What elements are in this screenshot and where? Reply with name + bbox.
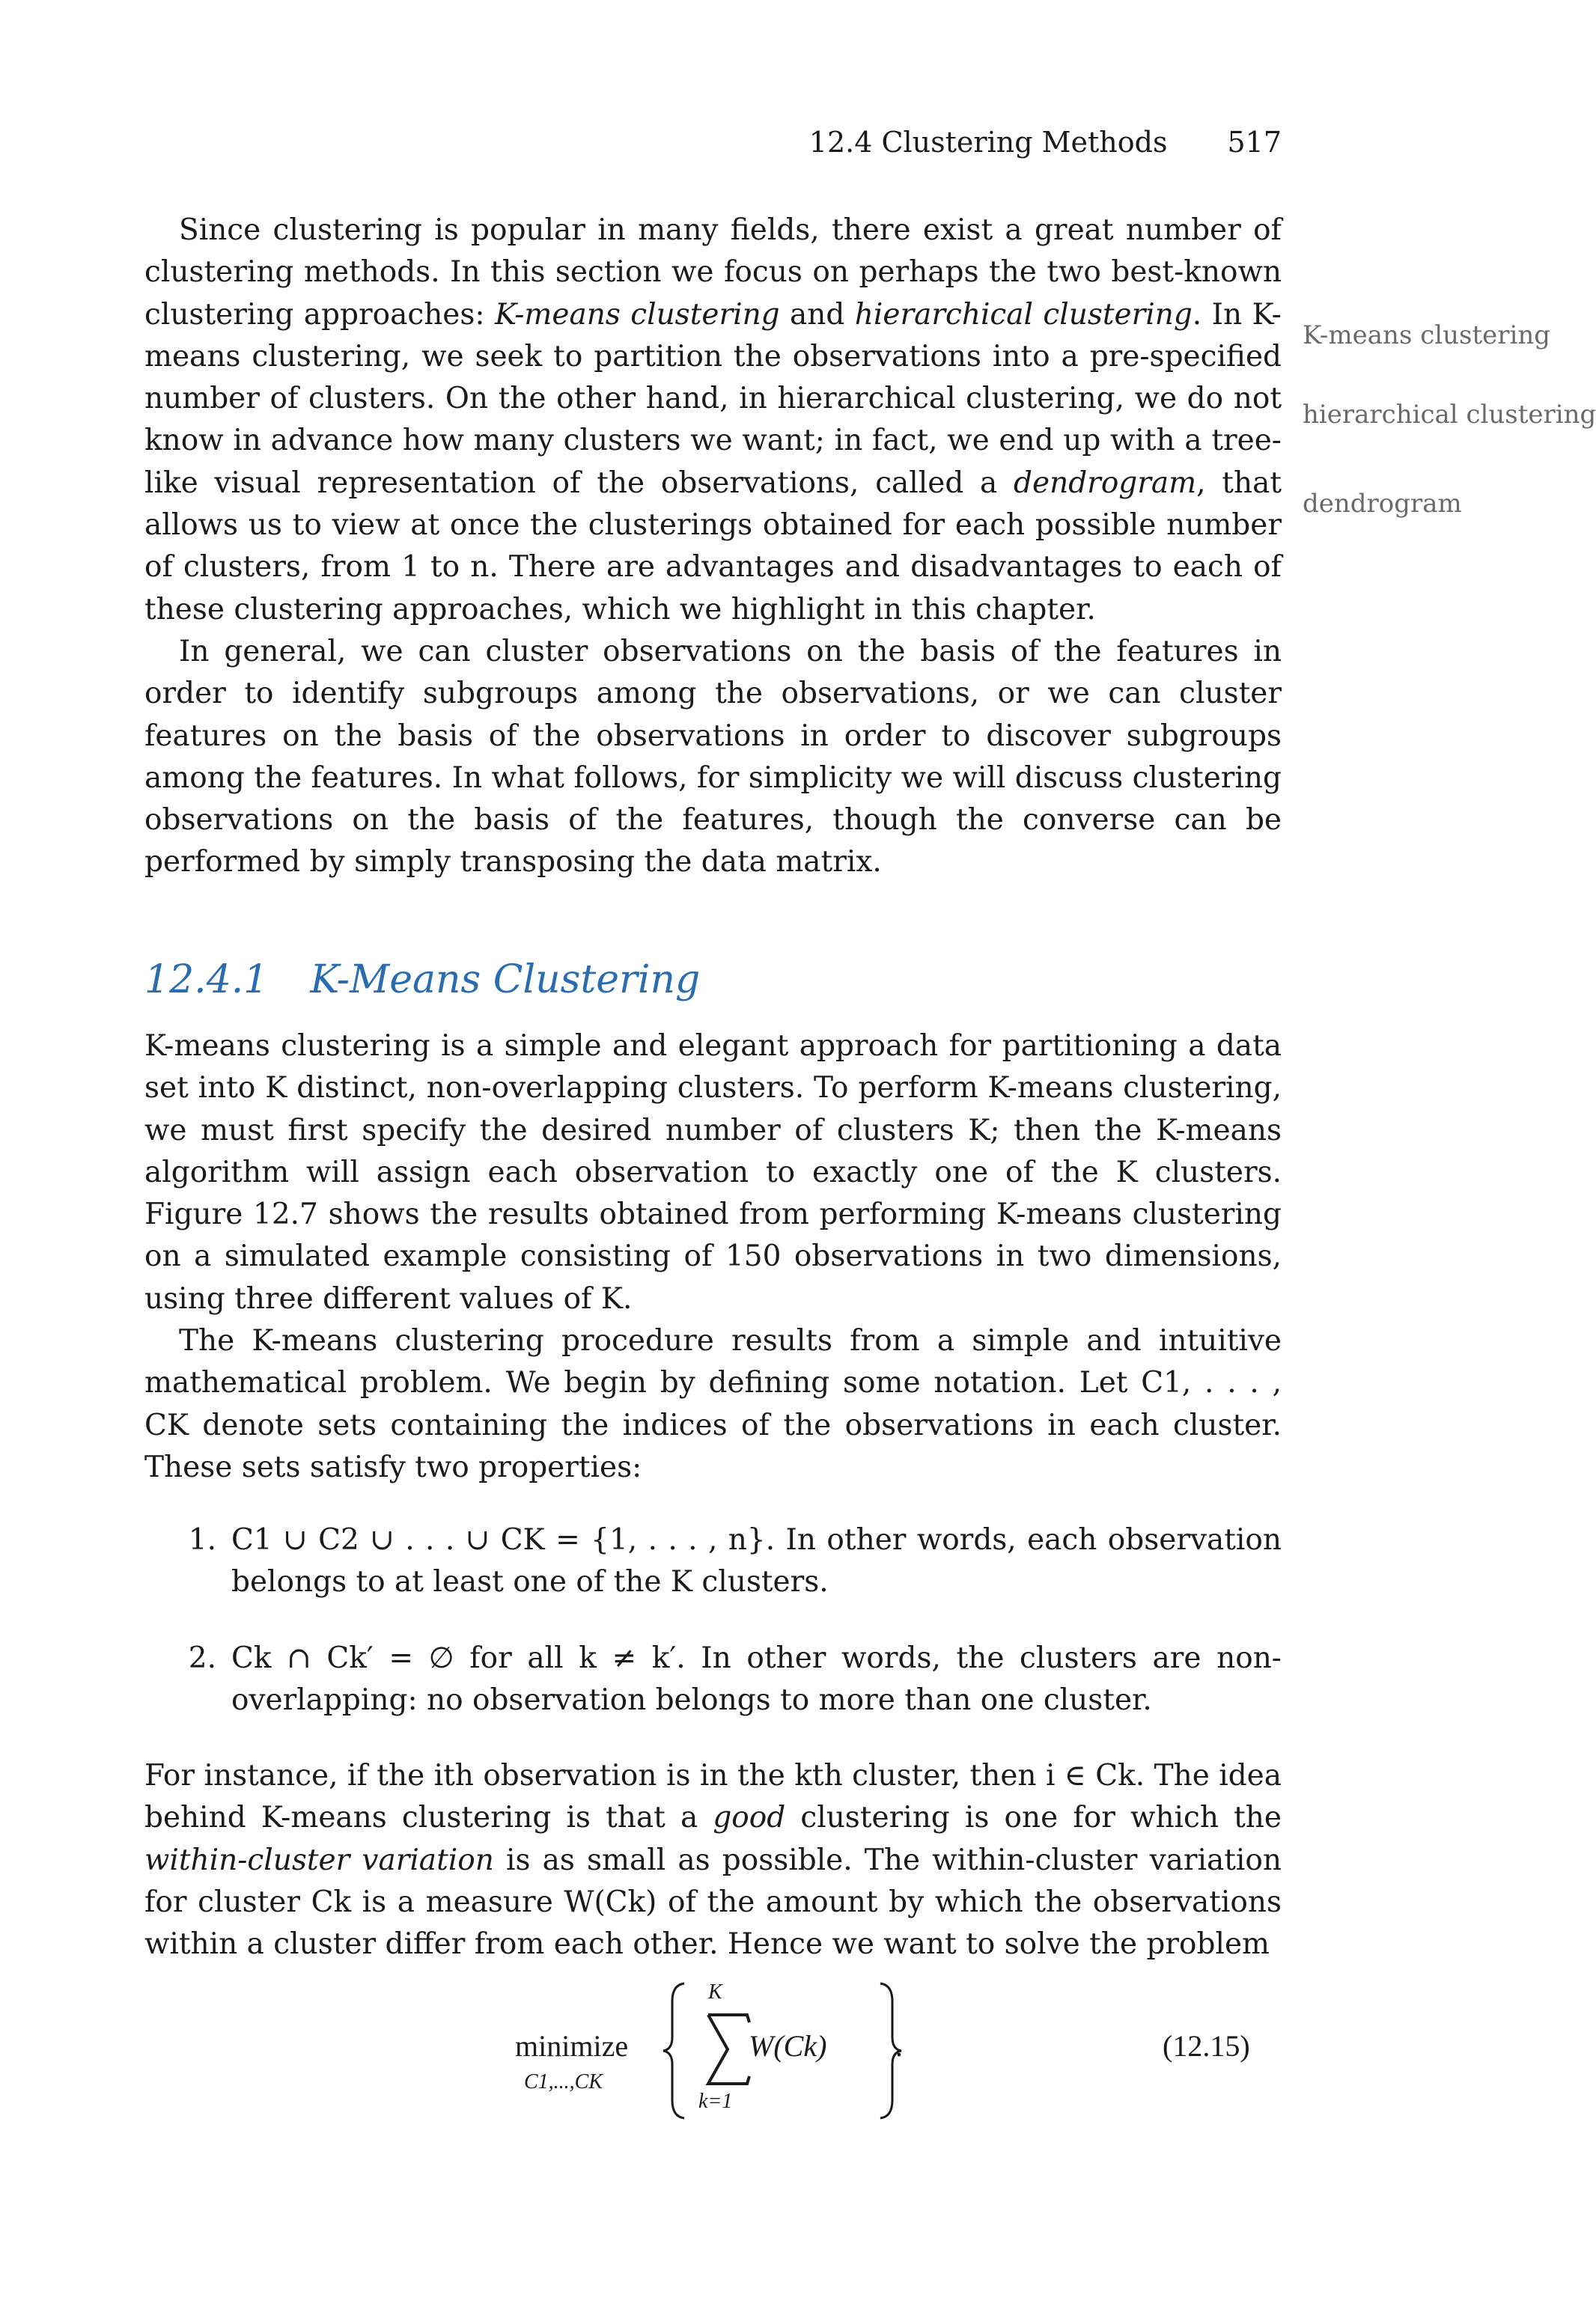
p5-text-1: For instance, if the ith observation is in the kth cluster, then i ∈ Ck. The idea behind K-means clustering is that a <box>144 1759 1282 1835</box>
list-item <box>144 1519 1282 1604</box>
page-number: 517 <box>1227 126 1282 159</box>
term-within-cluster-variation: within-cluster variation <box>144 1843 494 1877</box>
running-head <box>749 126 1282 159</box>
eq-period: . <box>895 2029 903 2063</box>
header-section: 12.4 Clustering Methods <box>808 126 1168 159</box>
p5-text-2: clustering is one for which the <box>785 1801 1282 1835</box>
equation-number: (12.15) <box>1163 2029 1250 2063</box>
section-heading <box>144 957 700 1002</box>
margin-note-kmeans: K-means clustering <box>1303 320 1551 350</box>
p1-text-2: . In K-means clustering, we seek to partition the observations into a pre-specified number of clusters. On the other hand, in hierarchical clustering, we do not know in advance how many clusters we want; in fact, we end up with a tree-like visual representation of the observations, called a <box>144 297 1282 500</box>
p1-and: and <box>779 297 855 332</box>
list-number: 1. <box>188 1523 216 1557</box>
eq-term: W(Ck) <box>749 2029 827 2063</box>
eq-sum-lower: k=1 <box>698 2090 733 2113</box>
p1-text-3: , that allows us to view at once the clusterings obtained for each possible number of clusters, from 1 to n. There are advantages and disadvantages to each of these clustering approaches, which we highlight in this chapter. <box>144 466 1282 626</box>
eq-sum-upper: K <box>708 1980 722 2004</box>
list-number: 2. <box>188 1641 216 1675</box>
eq-operator: minimize <box>515 2029 629 2063</box>
term-dendrogram: dendrogram <box>1014 466 1197 500</box>
equation-12-15 <box>0 1976 1533 2126</box>
paragraph-3: K-means clustering is a simple and elegant approach for partitioning a data set into K distinct, non-overlapping clusters. To perform K-means clustering, we must first specify the desired number of clusters K; then the K-means algorithm will assign each observation to exactly one of the K clusters. Figure 12.7 shows the results obtained from performing K-means clustering on a simulated example consisting of 150 observations in two dimensions, using three different values of K. <box>144 1029 1282 1316</box>
term-hierarchical-clustering: hierarchical clustering <box>854 297 1193 332</box>
property-list <box>144 1519 1282 1721</box>
margin-note-dendrogram: dendrogram <box>1303 489 1462 519</box>
list-item <box>144 1638 1282 1722</box>
eq-subscript: C1,...,CK <box>524 2070 603 2093</box>
section-number: 12.4.1 <box>144 957 269 1002</box>
p1-text-1: Since clustering is popular in many fields, there exist a great number of clustering methods. In this section we focus on perhaps the two best-known clustering approaches: <box>144 213 1282 332</box>
term-kmeans-clustering: K-means clustering <box>494 297 780 332</box>
paragraph-4: The K-means clustering procedure results from a simple and intuitive mathematical problem. We begin by defining some notation. Let C1, . . . , CK denote sets containing the indices of the observations in each cluster. These sets satisfy two properties: <box>144 1324 1282 1484</box>
paragraph-5 <box>144 1755 1282 1965</box>
list-text: C1 ∪ C2 ∪ . . . ∪ CK = {1, . . . , n}. In other words, each observation belongs to at least one of the K clusters. <box>231 1523 1282 1599</box>
section-title: K-Means Clustering <box>310 957 701 1002</box>
margin-note-hierarchical: hierarchical clustering <box>1303 400 1596 430</box>
term-good: good <box>713 1801 786 1835</box>
paragraph-1 <box>144 210 1282 884</box>
list-text: Ck ∩ Ck′ = ∅ for all k ≠ k′. In other words, the clusters are non-overlapping: no observation belongs to more than one cluster. <box>231 1641 1282 1717</box>
paragraph-3-4 <box>144 1025 1282 1489</box>
paragraph-2: In general, we can cluster observations on the basis of the features in order to identify subgroups among the observations, or we can cluster features on the basis of the observations in order to discover subgroups among the features. In what follows, for simplicity we will discuss clustering observations on the basis of the features, though the converse can be performed by simply transposing the data matrix. <box>144 634 1282 879</box>
p5-text-3: is as small as possible. The within-cluster variation for cluster Ck is a measure W(Ck) of the amount by which the observations within a cluster differ from each other. Hence we want to solve the problem <box>144 1843 1282 1962</box>
